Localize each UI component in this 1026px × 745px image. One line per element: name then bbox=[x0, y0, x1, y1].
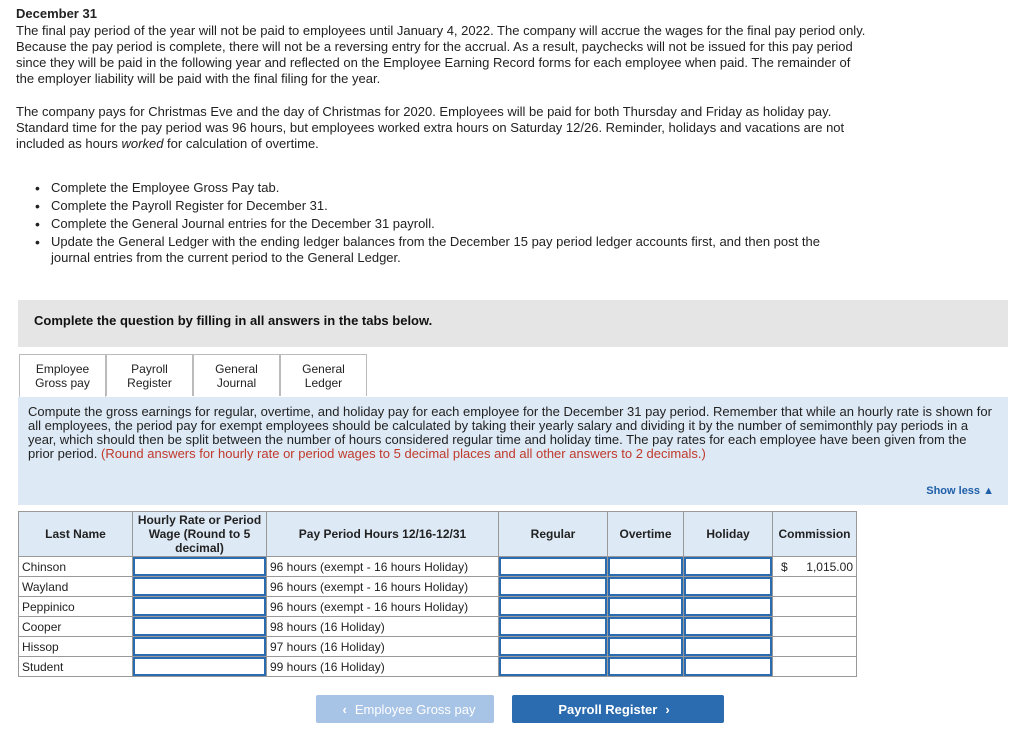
overtime-cell[interactable] bbox=[608, 657, 684, 677]
rate-cell[interactable] bbox=[133, 557, 267, 577]
regular-input[interactable] bbox=[499, 597, 607, 616]
next-tab-button[interactable] bbox=[512, 695, 724, 723]
overtime-input[interactable] bbox=[608, 577, 683, 596]
col-header-commission: Commission bbox=[773, 512, 857, 557]
overtime-input[interactable] bbox=[608, 557, 683, 576]
col-header-holiday: Holiday bbox=[684, 512, 773, 557]
overtime-cell[interactable] bbox=[608, 597, 684, 617]
tab-bar bbox=[19, 354, 367, 397]
section-title: December 31 bbox=[16, 6, 97, 21]
holiday-input[interactable] bbox=[684, 597, 772, 616]
intro-paragraph-1: The final pay period of the year will not be paid to employees until January 4, 2022. The company will accrue the wages for the final pay period only. Because the pay period is complete, there will not be a reversing entry for the accrual. As a result, paychecks will not be issued for this pay period since they will be paid in the following year and reflected on the Employee Earning Record forms for each employee when paid. The remainder of the employer liability will be paid with the final filing for the year. bbox=[16, 23, 866, 86]
rate-cell[interactable] bbox=[133, 657, 267, 677]
task-item: • Complete the General Journal entries for the December 31 payroll. bbox=[35, 216, 845, 232]
last-name-cell: Wayland bbox=[19, 577, 133, 597]
hours-cell: 97 hours (16 Holiday) bbox=[267, 637, 499, 657]
overtime-input[interactable] bbox=[608, 657, 683, 676]
rate-input[interactable] bbox=[133, 557, 266, 576]
question-banner bbox=[18, 300, 1008, 347]
triangle-up-icon: ▲ bbox=[983, 485, 994, 497]
holiday-input[interactable] bbox=[684, 557, 772, 576]
rate-input[interactable] bbox=[133, 657, 266, 676]
hours-cell: 99 hours (16 Holiday) bbox=[267, 657, 499, 677]
task-item: • Complete the Employee Gross Pay tab. bbox=[35, 180, 845, 196]
regular-cell[interactable] bbox=[499, 597, 608, 617]
holiday-cell[interactable] bbox=[684, 637, 773, 657]
table-row bbox=[19, 617, 857, 637]
overtime-cell[interactable] bbox=[608, 617, 684, 637]
prev-tab-button[interactable] bbox=[316, 695, 494, 723]
tab-label: Payroll Register bbox=[127, 361, 172, 390]
hours-cell: 96 hours (exempt - 16 hours Holiday) bbox=[267, 597, 499, 617]
instructions-text bbox=[28, 405, 993, 461]
question-banner-text: Complete the question by filling in all answers in the tabs below. bbox=[34, 313, 433, 328]
task-item: • Complete the Payroll Register for December 31. bbox=[35, 198, 845, 214]
tab-label: General Ledger bbox=[302, 361, 345, 390]
regular-cell[interactable] bbox=[499, 637, 608, 657]
overtime-cell[interactable] bbox=[608, 557, 684, 577]
rate-input[interactable] bbox=[133, 617, 266, 636]
last-name-cell: Hissop bbox=[19, 637, 133, 657]
regular-input[interactable] bbox=[499, 617, 607, 636]
holiday-input[interactable] bbox=[684, 577, 772, 596]
currency-symbol: $ bbox=[781, 559, 788, 574]
instructions-panel bbox=[18, 397, 1008, 505]
show-less-link[interactable] bbox=[926, 485, 994, 497]
hours-cell: 96 hours (exempt - 16 hours Holiday) bbox=[267, 557, 499, 577]
col-header-rate: Hourly Rate or Period Wage (Round to 5 decimal) bbox=[133, 512, 267, 557]
table-row bbox=[19, 597, 857, 617]
holiday-cell[interactable] bbox=[684, 557, 773, 577]
last-name-cell: Chinson bbox=[19, 557, 133, 577]
rate-cell[interactable] bbox=[133, 577, 267, 597]
holiday-cell[interactable] bbox=[684, 657, 773, 677]
task-item: • Update the General Ledger with the ending ledger balances from the December 15 pay period ledger accounts first, and then post the journal entries from the current period to the General Ledger. bbox=[35, 234, 845, 266]
chevron-right-icon: › bbox=[665, 701, 670, 717]
regular-cell[interactable] bbox=[499, 577, 608, 597]
commission-cell bbox=[773, 597, 857, 617]
rate-cell[interactable] bbox=[133, 637, 267, 657]
holiday-cell[interactable] bbox=[684, 597, 773, 617]
instructions-body: Compute the gross earnings for regular, overtime, and holiday pay for each employee for the December 31 pay period. Remember that while an hourly rate is shown for all employees, the period pay for exempt employees should be calculated by taking their yearly salary and dividing it by the number of semimonthly pay periods in a year, which should then be split between the number of hours considered regular time and holiday time. The pay rates for each employee have been given from the prior period. bbox=[28, 404, 992, 461]
intro-paragraph-2 bbox=[16, 104, 866, 152]
tab-general-journal[interactable] bbox=[193, 354, 280, 396]
show-less-label: Show less bbox=[926, 485, 981, 497]
rate-input[interactable] bbox=[133, 597, 266, 616]
overtime-input[interactable] bbox=[608, 637, 683, 656]
col-header-hours: Pay Period Hours 12/16-12/31 bbox=[267, 512, 499, 557]
tab-general-ledger[interactable] bbox=[280, 354, 367, 396]
rounding-note: (Round answers for hourly rate or period wages to 5 decimal places and all other answers to 2 decimals.) bbox=[100, 446, 706, 461]
overtime-cell[interactable] bbox=[608, 637, 684, 657]
rate-cell[interactable] bbox=[133, 617, 267, 637]
commission-value: 1,015.00 bbox=[806, 559, 853, 574]
gross-pay-table bbox=[18, 511, 857, 677]
rate-input[interactable] bbox=[133, 577, 266, 596]
regular-cell[interactable] bbox=[499, 617, 608, 637]
tab-label: Employee Gross pay bbox=[35, 361, 90, 390]
prev-tab-label: Employee Gross pay bbox=[354, 701, 476, 717]
hours-cell: 98 hours (16 Holiday) bbox=[267, 617, 499, 637]
next-tab-label: Payroll Register bbox=[558, 701, 658, 717]
regular-input[interactable] bbox=[499, 657, 607, 676]
col-header-regular: Regular bbox=[499, 512, 608, 557]
commission-cell bbox=[773, 577, 857, 597]
commission-cell bbox=[773, 557, 857, 577]
col-header-last-name: Last Name bbox=[19, 512, 133, 557]
overtime-input[interactable] bbox=[608, 597, 683, 616]
holiday-input[interactable] bbox=[684, 657, 772, 676]
regular-input[interactable] bbox=[499, 637, 607, 656]
col-header-overtime: Overtime bbox=[608, 512, 684, 557]
regular-cell[interactable] bbox=[499, 657, 608, 677]
last-name-cell: Student bbox=[19, 657, 133, 677]
overtime-cell[interactable] bbox=[608, 577, 684, 597]
regular-input[interactable] bbox=[499, 557, 607, 576]
task-list bbox=[35, 180, 845, 268]
hours-cell: 96 hours (exempt - 16 hours Holiday) bbox=[267, 577, 499, 597]
last-name-cell: Peppinico bbox=[19, 597, 133, 617]
holiday-cell[interactable] bbox=[684, 617, 773, 637]
tab-payroll-register[interactable] bbox=[106, 354, 193, 396]
regular-input[interactable] bbox=[499, 577, 607, 596]
table-row bbox=[19, 577, 857, 597]
commission-cell bbox=[773, 637, 857, 657]
rate-cell[interactable] bbox=[133, 597, 267, 617]
commission-cell bbox=[773, 657, 857, 677]
last-name-cell: Cooper bbox=[19, 617, 133, 637]
holiday-input[interactable] bbox=[684, 617, 772, 636]
holiday-cell[interactable] bbox=[684, 577, 773, 597]
rate-input[interactable] bbox=[133, 637, 266, 656]
regular-cell[interactable] bbox=[499, 557, 608, 577]
para2-text: The company pays for Christmas Eve and the day of Christmas for 2020. Employees will be paid for both Thursday and Friday as holiday pay. Standard time for the pay period was 96 hours, but employees worked extra hours on Saturday 12/26. Reminder, holidays and vacations are not included as hours bbox=[16, 104, 845, 151]
overtime-input[interactable] bbox=[608, 617, 683, 636]
commission-cell bbox=[773, 617, 857, 637]
table-row bbox=[19, 637, 857, 657]
holiday-input[interactable] bbox=[684, 637, 772, 656]
para2-emphasis: worked bbox=[121, 136, 164, 151]
intro-section bbox=[16, 6, 866, 169]
table-row bbox=[19, 657, 857, 677]
chevron-left-icon: ‹ bbox=[342, 701, 347, 717]
table-row bbox=[19, 557, 857, 577]
para2-text-end: for calculation of overtime. bbox=[163, 136, 319, 151]
tab-label: General Journal bbox=[215, 361, 258, 390]
tab-employee-gross-pay[interactable] bbox=[19, 354, 106, 398]
